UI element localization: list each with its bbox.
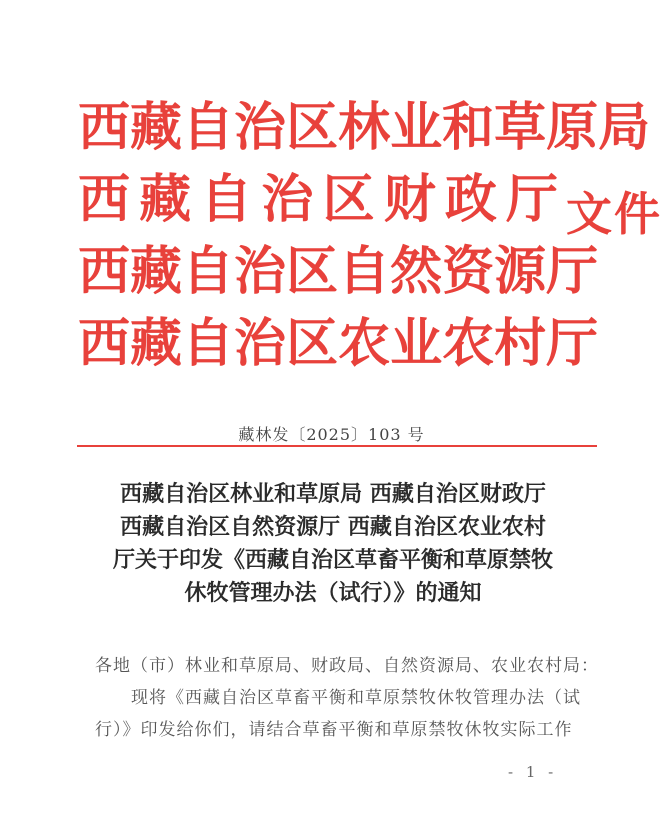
issuer-char: 原 xyxy=(546,97,599,158)
issuer-char: 西 xyxy=(78,313,131,374)
issuer-char: 治 xyxy=(234,97,287,158)
issuer-char: 治 xyxy=(261,169,314,230)
issuer-char: 藏 xyxy=(130,97,183,158)
issuer-char: 藏 xyxy=(139,169,192,230)
issuer-char: 政 xyxy=(444,169,497,230)
issuer-char: 区 xyxy=(286,241,339,302)
issuer-char: 厅 xyxy=(505,169,558,230)
paragraph-line: 现将《西藏自治区草畜平衡和草原禁牧休牧管理办法（试 xyxy=(131,688,581,708)
issuer-line-forestry xyxy=(78,92,651,164)
issuer-char: 治 xyxy=(234,313,287,374)
issuer-char: 和 xyxy=(442,97,495,158)
issuer-char: 农 xyxy=(442,313,495,374)
paragraph-line: 行）》印发给你们，请结合草畜平衡和草原禁牧休牧实际工作 xyxy=(95,720,573,740)
issuer-char: 藏 xyxy=(130,313,183,374)
issuer-char: 区 xyxy=(286,97,339,158)
issuer-char: 草 xyxy=(494,97,547,158)
issuer-char: 厅 xyxy=(546,241,599,302)
issuer-char: 然 xyxy=(390,241,443,302)
issuer-char: 自 xyxy=(182,313,235,374)
issuer-char: 自 xyxy=(182,241,235,302)
issuer-line-finance xyxy=(78,164,558,236)
issuer-char: 厅 xyxy=(546,313,599,374)
issuer-char: 业 xyxy=(390,313,443,374)
document-label: 文件 xyxy=(566,187,662,241)
issuer-char: 源 xyxy=(494,241,547,302)
issuer-char: 区 xyxy=(322,169,375,230)
document-number: 藏林发〔2025〕103 号 xyxy=(238,425,425,444)
issuer-char: 自 xyxy=(338,241,391,302)
issuer-char: 区 xyxy=(286,313,339,374)
issuer-char: 财 xyxy=(383,169,436,230)
title-line: 休牧管理办法（试行）》的通知 xyxy=(184,580,482,606)
issuer-char: 藏 xyxy=(130,241,183,302)
issuer-char: 西 xyxy=(78,169,131,230)
salutation: 各地（市）林业和草原局、财政局、自然资源局、农业农村局： xyxy=(95,656,599,676)
title-line: 西藏自治区林业和草原局 西藏自治区财政厅 xyxy=(120,481,546,507)
page-number: - 1 - xyxy=(508,763,558,781)
issuer-char: 业 xyxy=(390,97,443,158)
document-title xyxy=(70,478,596,610)
issuer-char: 村 xyxy=(494,313,547,374)
document-body xyxy=(95,650,599,746)
title-line: 厅关于印发《西藏自治区草畜平衡和草原禁牧 xyxy=(112,547,553,573)
issuer-char: 林 xyxy=(338,97,391,158)
issuer-line-agriculture xyxy=(78,308,599,380)
issuer-char: 自 xyxy=(182,97,235,158)
red-separator-line xyxy=(77,445,597,447)
issuer-char: 局 xyxy=(598,97,651,158)
issuer-char: 农 xyxy=(338,313,391,374)
issuer-char: 西 xyxy=(78,97,131,158)
issuer-char: 西 xyxy=(78,241,131,302)
issuer-char: 资 xyxy=(442,241,495,302)
issuer-line-natural-resources xyxy=(78,236,599,308)
title-line: 西藏自治区自然资源厅 西藏自治区农业农村 xyxy=(120,514,546,540)
issuer-char: 治 xyxy=(234,241,287,302)
issuer-char: 自 xyxy=(200,169,253,230)
